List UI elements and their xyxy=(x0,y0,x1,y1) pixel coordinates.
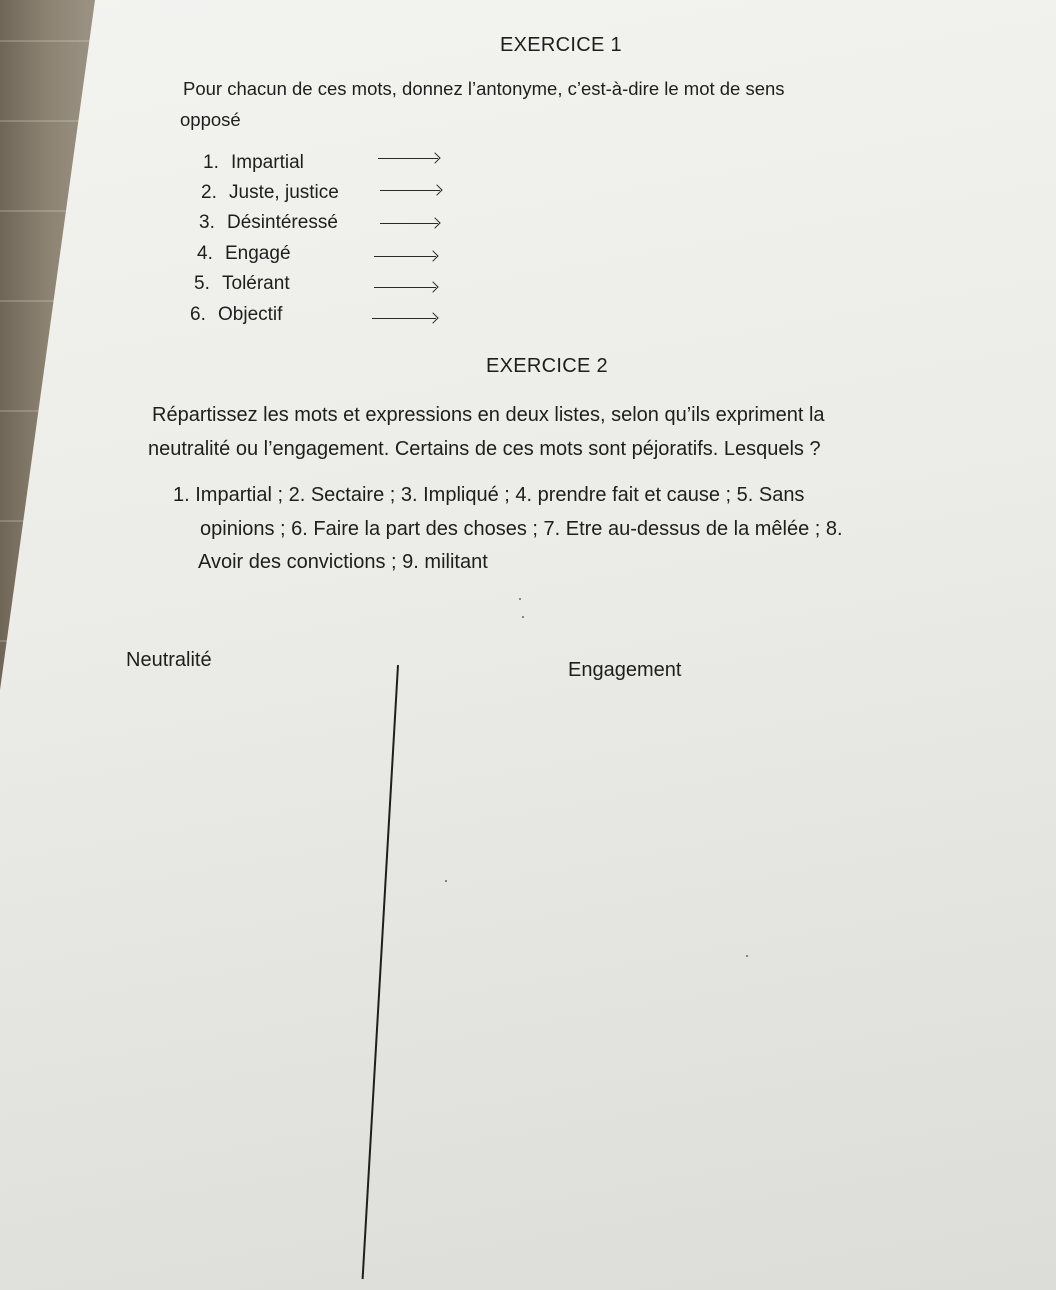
exercise1-item-4: 4. Engagé xyxy=(197,243,291,264)
exercise1-item-1: 1. Impartial xyxy=(203,152,304,173)
arrow-icon xyxy=(378,158,438,159)
exercise1-instruction-line1: Pour chacun de ces mots, donnez l’antonyme, c’est-à-dire le mot de sens xyxy=(183,78,785,99)
exercise1-item-3: 3. Désintéressé xyxy=(199,212,338,233)
exercise2-list-line1: 1. Impartial ; 2. Sectaire ; 3. Impliqué ; 4. prendre fait et cause ; 5. Sans xyxy=(173,484,805,506)
arrow-icon xyxy=(374,287,436,288)
exercise2-list-line3: Avoir des convictions ; 9. militant xyxy=(198,551,488,573)
exercise2-instruction-line2: neutralité ou l’engagement. Certains de ces mots sont péjoratifs. Lesquels ? xyxy=(148,438,821,460)
pencil-mark xyxy=(746,955,748,957)
pencil-mark xyxy=(522,616,524,618)
exercise1-item-6: 6. Objectif xyxy=(190,304,283,325)
arrow-icon xyxy=(372,318,436,319)
exercise1-item-2: 2. Juste, justice xyxy=(201,182,339,203)
exercise2-list-line2: opinions ; 6. Faire la part des choses ; 7. Etre au-dessus de la mêlée ; 8. xyxy=(200,518,843,540)
exercise1-item-5: 5. Tolérant xyxy=(194,273,290,294)
exercise1-instruction-line2: opposé xyxy=(180,109,241,130)
pencil-mark xyxy=(445,880,447,882)
exercise1-title: EXERCICE 1 xyxy=(500,34,622,56)
exercise2-title: EXERCICE 2 xyxy=(486,355,608,377)
pencil-mark xyxy=(519,598,521,600)
exercise2-instruction-line1: Répartissez les mots et expressions en deux listes, selon qu’ils expriment la xyxy=(152,404,825,426)
column-header-engagement: Engagement xyxy=(568,659,682,681)
arrow-icon xyxy=(380,223,438,224)
arrow-icon xyxy=(380,190,440,191)
column-header-neutralite: Neutralité xyxy=(126,649,212,671)
arrow-icon xyxy=(374,256,436,257)
